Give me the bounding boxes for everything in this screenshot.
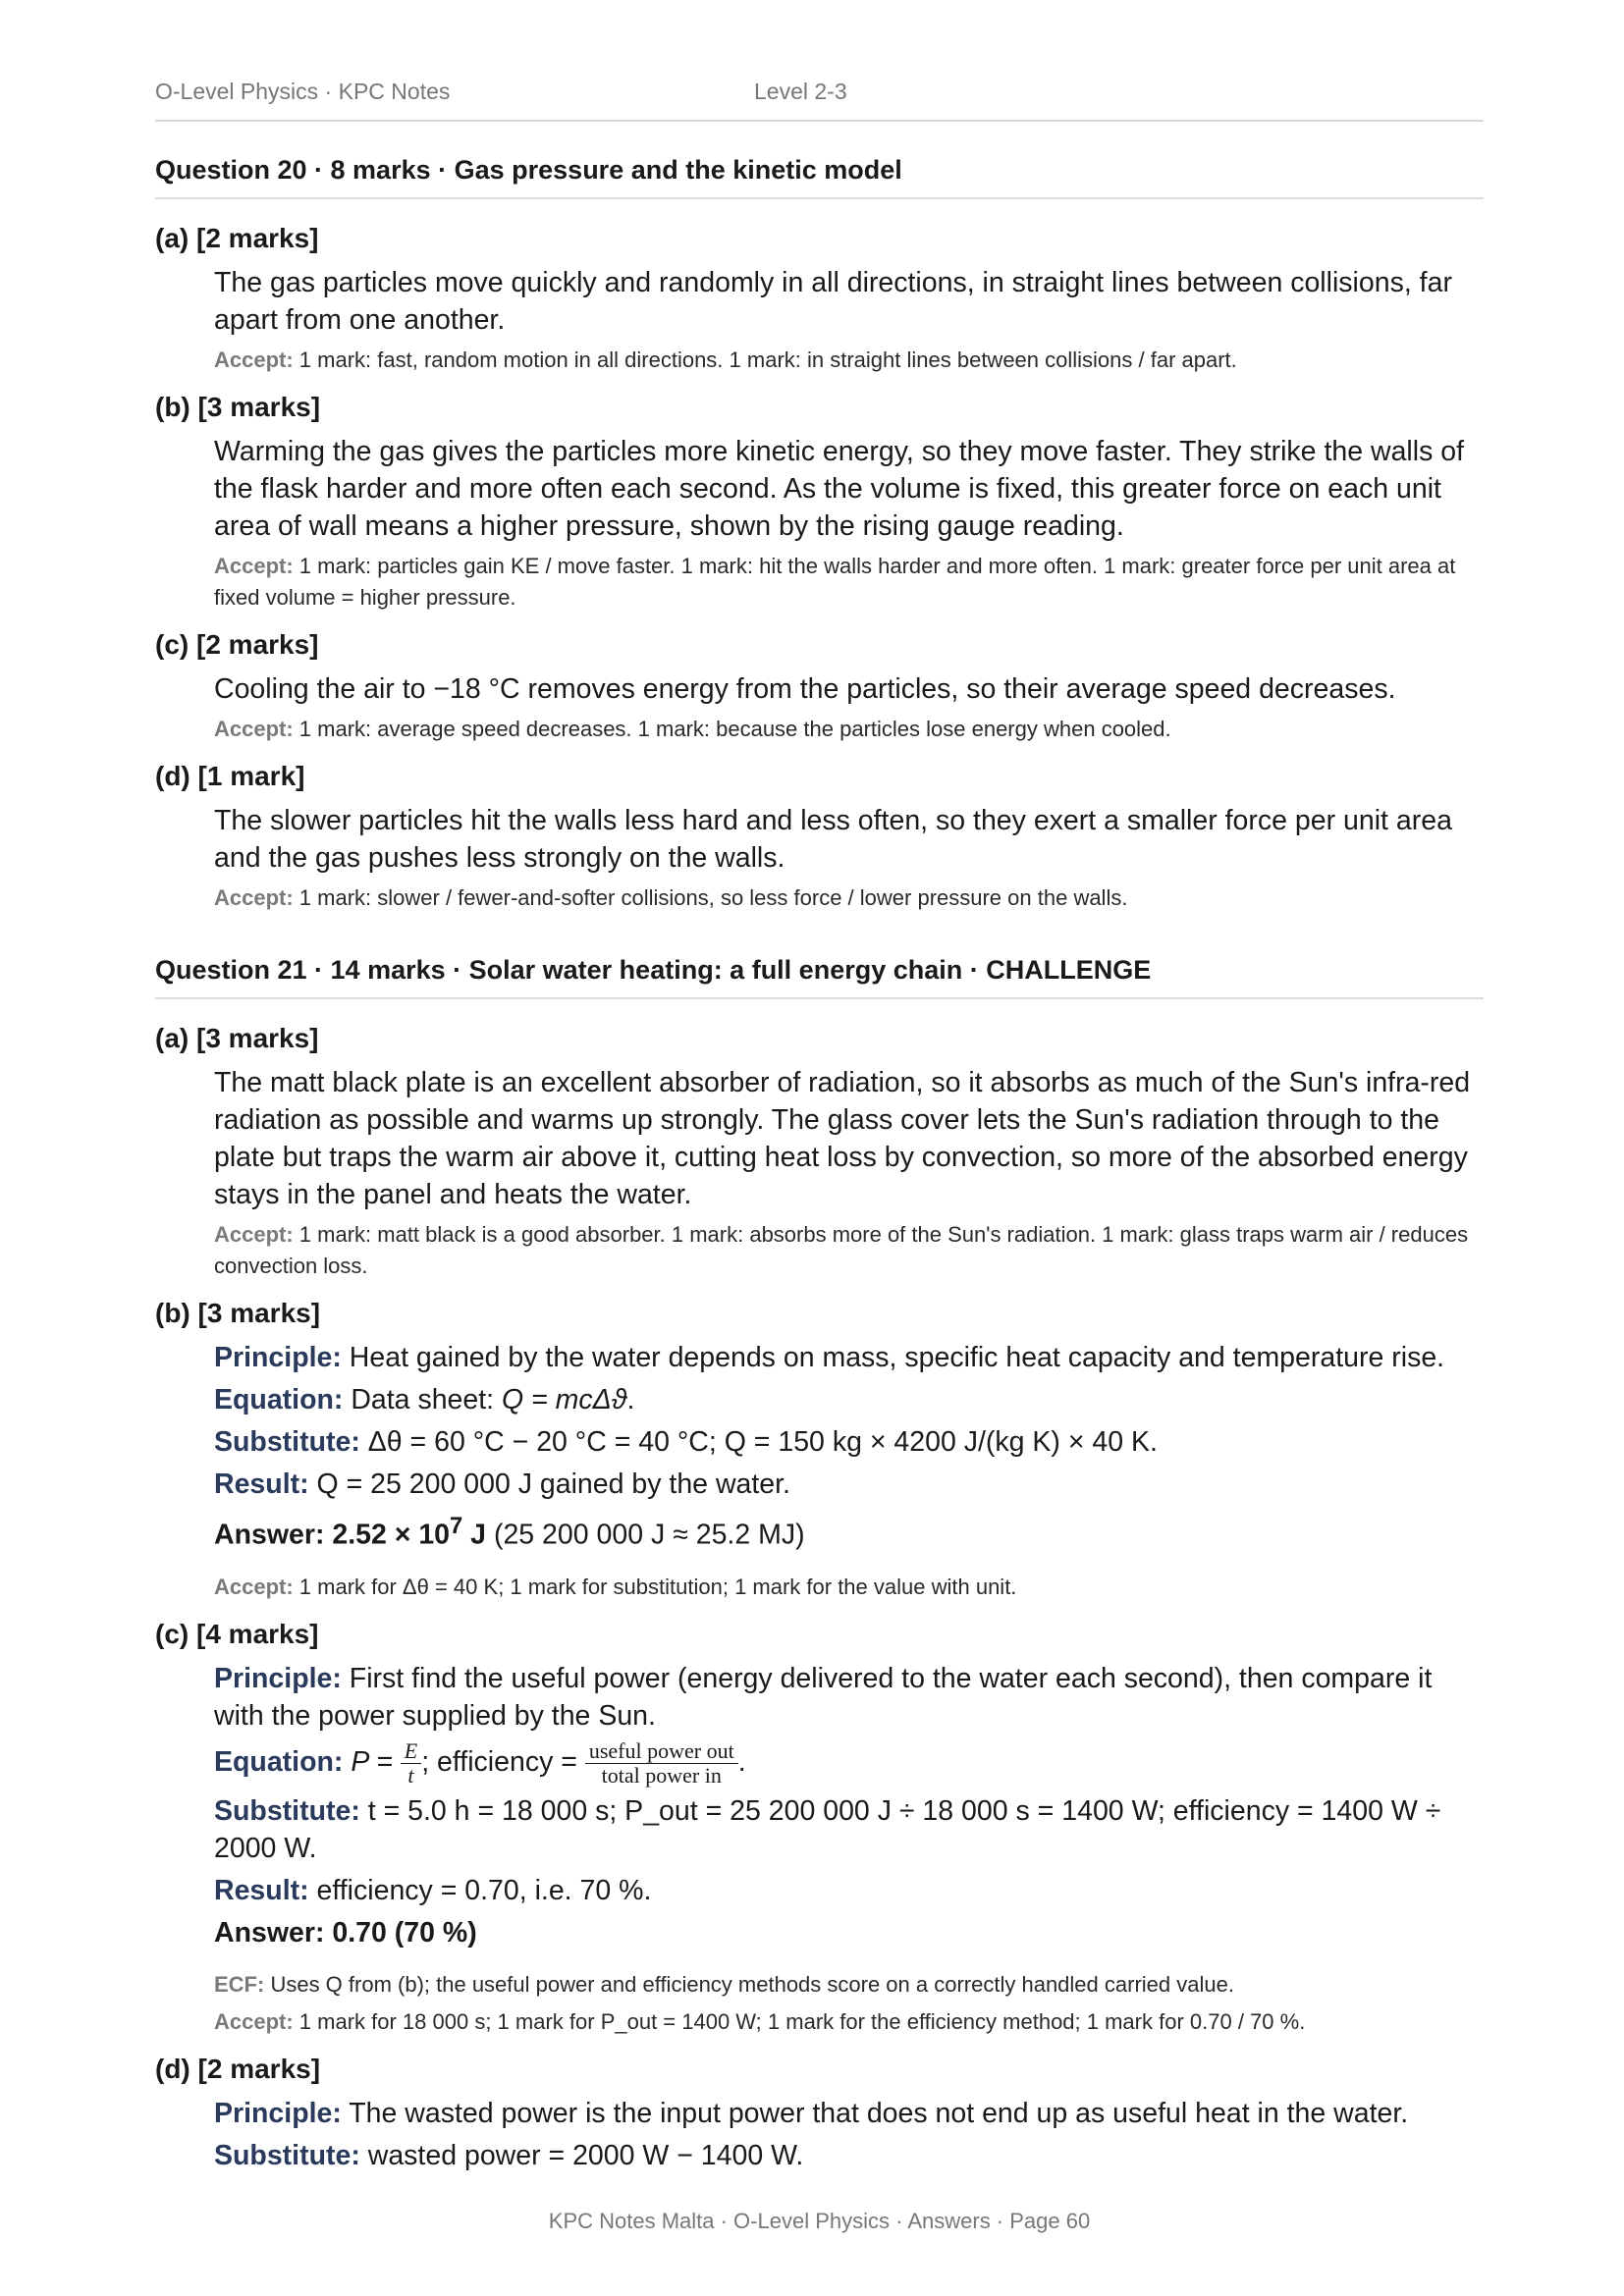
- result-text: Q = 25 200 000 J gained by the water.: [308, 1468, 790, 1500]
- answer-text: Warming the gas gives the particles more kinetic energy, so they move faster. They strike the walls of the flask harder and more often each second. As the volume is fixed, this greater force on each unit area of wall means a higher pressure, shown by the rising gauge reading.: [214, 436, 1465, 542]
- running-header: [155, 77, 1484, 122]
- equation-step: [214, 1381, 1484, 1418]
- accept-note: [214, 1219, 1484, 1282]
- part-label: (d) [1 mark]: [155, 761, 305, 791]
- q20-part-a: [155, 221, 1484, 376]
- header-center: Level 2-3: [754, 79, 847, 104]
- accept-note: [214, 714, 1484, 745]
- accept-note: [214, 345, 1484, 376]
- substitute-label: Substitute:: [214, 1426, 360, 1458]
- result-step: [214, 1466, 1484, 1503]
- principle-text: First find the useful power (energy delivered to the water each second), then compare it with the power supplied by the Sun.: [214, 1662, 1433, 1732]
- substitute-step: [214, 1423, 1484, 1461]
- substitute-text: Δθ = 60 °C − 20 °C = 40 °C; Q = 150 kg × 4200 J/(kg K) × 40 K.: [359, 1426, 1158, 1458]
- equation-step: [214, 1739, 1484, 1788]
- part-label: (d) [2 marks]: [155, 2053, 321, 2084]
- fraction-numerator: useful power out: [585, 1739, 738, 1764]
- accept-text: 1 mark for 18 000 s; 1 mark for P_out = 1400 W; 1 mark for the efficiency method; 1 mark for 0.70 / 70 %.: [293, 2008, 1306, 2034]
- principle-label: Principle:: [214, 1342, 342, 1373]
- page-footer: KPC Notes Malta · O-Level Physics · Answers · Page 60: [548, 2209, 1091, 2233]
- accept-text: 1 mark: fast, random motion in all directions. 1 mark: in straight lines between collisions / far apart.: [293, 347, 1237, 372]
- substitute-step: [214, 1792, 1484, 1867]
- part-label: (c) [4 marks]: [155, 1618, 319, 1649]
- accept-text: 1 mark: particles gain KE / move faster. 1 mark: hit the walls harder and more often. 1 mark: greater force per unit area at fixed volume = higher pressure.: [214, 554, 1456, 610]
- result-label: Result:: [214, 1874, 309, 1906]
- accept-note: [214, 882, 1484, 914]
- equation-power: P =: [343, 1745, 401, 1778]
- answer-label: Answer:: [214, 1519, 325, 1551]
- answer-text: Cooling the air to −18 °C removes energy from the particles, so their average speed decreases.: [214, 673, 1396, 705]
- substitute-text: wasted power = 2000 W − 1400 W.: [359, 2139, 804, 2171]
- substitute-label: Substitute:: [214, 2139, 360, 2171]
- substitute-step: [214, 2137, 1484, 2174]
- answer-value: 0.70 (70 %): [324, 1916, 477, 1949]
- final-answer: [214, 1914, 1484, 1951]
- equation-label: Equation:: [214, 1745, 344, 1778]
- fraction-e-over-t: [401, 1739, 421, 1788]
- q20-part-d: [155, 759, 1484, 914]
- accept-label: Accept:: [214, 2008, 294, 2034]
- accept-text: 1 mark for Δθ = 40 K; 1 mark for substitution; 1 mark for the value with unit.: [293, 1574, 1017, 1599]
- part-label: (a) [3 marks]: [155, 1023, 319, 1053]
- equation-end: .: [737, 1745, 746, 1778]
- accept-label: Accept:: [214, 1574, 294, 1599]
- principle-text: The wasted power is the input power that does not end up as useful heat in the water.: [341, 2097, 1409, 2129]
- question-20-heading: Question 20 · 8 marks · Gas pressure and the kinetic model: [155, 155, 1484, 199]
- principle-step: [214, 2095, 1484, 2132]
- answer-text: The slower particles hit the walls less hard and less often, so they exert a smaller force per unit area and the gas pushes less strongly on the walls.: [214, 805, 1452, 874]
- q20-part-c: [155, 627, 1484, 745]
- answer-text: The gas particles move quickly and randomly in all directions, in straight lines between collisions, far apart from one another.: [214, 267, 1452, 336]
- accept-label: Accept:: [214, 1222, 294, 1247]
- answer-text: The matt black plate is an excellent absorber of radiation, so it absorbs as much of the Sun's infra-red radiation as possible and warms up strongly. The glass cover lets the Sun's radiation through to the plate but traps the warm air above it, cutting heat loss by convection, so more of the absorbed energy stays in the panel and heats the water.: [214, 1067, 1471, 1210]
- ecf-label: ECF:: [214, 1971, 265, 1997]
- fraction-denominator: total power in: [601, 1762, 722, 1788]
- equation-suffix: .: [626, 1384, 635, 1415]
- principle-label: Principle:: [214, 1662, 342, 1694]
- result-step: [214, 1872, 1484, 1909]
- final-answer: [214, 1508, 1484, 1554]
- accept-note: [214, 1572, 1484, 1603]
- q21-part-c: [155, 1617, 1484, 2038]
- q20-part-b: [155, 390, 1484, 614]
- accept-label: Accept:: [214, 347, 294, 372]
- answer-unit: J: [462, 1519, 487, 1551]
- equation-middle: ; efficiency =: [421, 1745, 585, 1778]
- accept-text: 1 mark: slower / fewer-and-softer collisions, so less force / lower pressure on the walls.: [293, 885, 1128, 910]
- substitute-text: t = 5.0 h = 18 000 s; P_out = 25 200 000 J ÷ 18 000 s = 1400 W; efficiency = 1400 W ÷ 2000 W.: [214, 1794, 1441, 1864]
- principle-step: [214, 1660, 1484, 1735]
- principle-label: Principle:: [214, 2097, 342, 2129]
- part-label: (a) [2 marks]: [155, 223, 319, 253]
- part-label: (b) [3 marks]: [155, 1298, 321, 1328]
- fraction-numerator: E: [401, 1739, 421, 1764]
- q21-part-d: [155, 2052, 1484, 2174]
- ecf-text: Uses Q from (b); the useful power and efficiency methods score on a correctly handled carried value.: [264, 1971, 1234, 1997]
- header-left: O-Level Physics · KPC Notes: [155, 79, 451, 104]
- accept-text: 1 mark: average speed decreases. 1 mark: because the particles lose energy when cooled.: [293, 717, 1171, 741]
- part-label: (c) [2 marks]: [155, 629, 319, 660]
- accept-note: [214, 551, 1484, 614]
- equation-prefix: Data sheet:: [343, 1384, 502, 1415]
- part-label: (b) [3 marks]: [155, 392, 321, 422]
- answer-label: Answer:: [214, 1916, 325, 1949]
- accept-note: [214, 2006, 1484, 2038]
- equation-math: Q = mcΔϑ: [502, 1384, 627, 1415]
- result-label: Result:: [214, 1468, 309, 1500]
- principle-text: Heat gained by the water depends on mass, specific heat capacity and temperature rise.: [341, 1342, 1445, 1373]
- fraction-efficiency: [585, 1739, 738, 1788]
- answer-exponent: 7: [450, 1513, 463, 1539]
- accept-label: Accept:: [214, 717, 294, 741]
- result-text: efficiency = 0.70, i.e. 70 %.: [308, 1874, 652, 1906]
- answer-value: 2.52 × 10: [324, 1519, 451, 1551]
- accept-label: Accept:: [214, 554, 294, 578]
- accept-text: 1 mark: matt black is a good absorber. 1 mark: absorbs more of the Sun's radiation. 1 mark: glass traps warm air / reduces convection loss.: [214, 1222, 1469, 1278]
- ecf-note: [214, 1969, 1484, 2001]
- q21-part-b: [155, 1296, 1484, 1603]
- equation-label: Equation:: [214, 1384, 344, 1415]
- answer-note: (25 200 000 J ≈ 25.2 MJ): [486, 1519, 805, 1551]
- accept-label: Accept:: [214, 885, 294, 910]
- substitute-label: Substitute:: [214, 1794, 360, 1827]
- principle-step: [214, 1339, 1484, 1376]
- fraction-denominator: t: [407, 1762, 414, 1788]
- content: [155, 155, 1484, 2188]
- q21-part-a: [155, 1021, 1484, 1282]
- question-21-heading: Question 21 · 14 marks · Solar water heating: a full energy chain · CHALLENGE: [155, 955, 1484, 999]
